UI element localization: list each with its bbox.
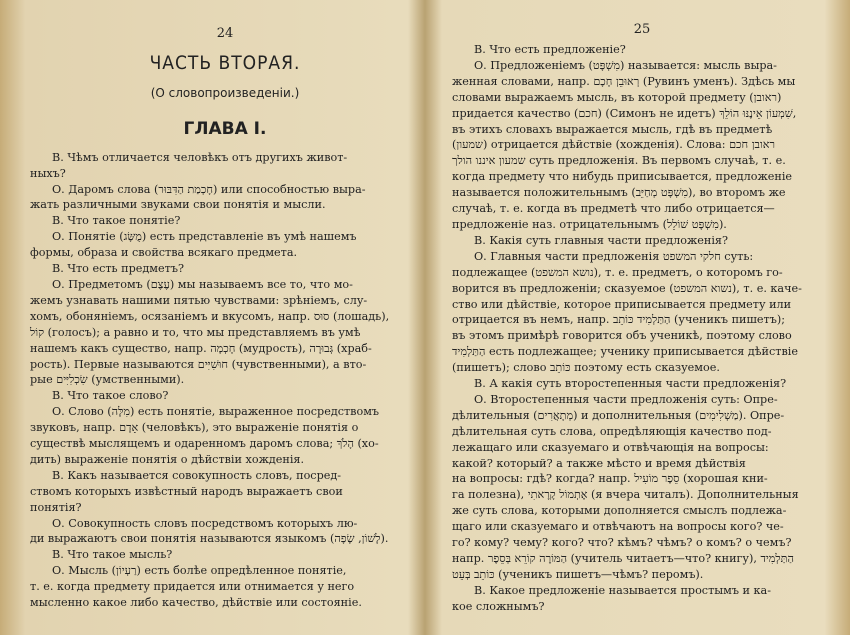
- text-line: жать различными звуками свои понятія и мысли.: [30, 198, 326, 212]
- chapter-heading: ГЛАВА I.: [183, 118, 267, 139]
- text-line: дѣлительныя (מְתָאֲרִים) и дополнительныя (מַשְׁלִימִים). Опре-: [452, 408, 785, 422]
- text-line: формы, образа и свойства всякаго предмета.: [30, 246, 298, 260]
- text-line: В. Что такое понятіе?: [52, 214, 181, 228]
- text-line: В. Что есть предметъ?: [52, 262, 184, 276]
- text-line: О. Совокупность словъ посредствомъ которыхъ лю-: [52, 516, 358, 530]
- text-line: В. Какія суть главныя части предложенія?: [474, 233, 728, 247]
- text-line: О. Второстепенныя части предложенія суть: Опре-: [474, 392, 778, 406]
- text-line: го? кому? чему? кого? что? кѣмъ? чѣмъ? о комъ? о чемъ?: [452, 536, 792, 550]
- left-text: [30, 150, 420, 611]
- text-line: жемъ узнавать нашими пятью чувствами: зрѣніемъ, слу-: [30, 293, 368, 307]
- page-number-right: 25: [633, 22, 651, 37]
- text-line: О. Даромъ слова (חָכְמַת הַדִּבּוּר) или способностью выра-: [52, 182, 366, 196]
- text-line: В. Что такое слово?: [52, 389, 169, 403]
- text-line: га полезна), אֶתְמוֹל קָרָאתִי (я вчера читалъ). Дополнительныя: [452, 488, 799, 502]
- text-line: В. Чѣмъ отличается человѣкъ отъ другихъ живот-: [52, 150, 348, 164]
- text-line: дѣлительная суть слова, опредѣляющія качество под-: [452, 424, 772, 438]
- left-page: [30, 0, 420, 635]
- text-line: случаѣ, т. е. когда въ предметѣ что либо отрицается—: [452, 202, 775, 216]
- text-line: понятія?: [30, 500, 82, 514]
- text-line: хомъ, обоняніемъ, осязаніемъ и вкусомъ, напр. סוּס (лошадь),: [30, 309, 390, 323]
- text-line: О. Понятіе (מֻשָּׂג) есть представленіе въ умѣ нашемъ: [52, 230, 357, 244]
- right-text: [452, 42, 832, 615]
- text-line: О. Главныя части предложенія חלקי המשפט суть:: [474, 249, 754, 263]
- text-line: какой? который? а также мѣсто и время дѣйствія: [452, 456, 746, 470]
- part-title: ЧАСТЬ ВТОРАЯ.: [149, 52, 301, 74]
- text-line: отрицается въ немъ, напр. הַתַּלְמִיד כּוֹתֵב (ученикъ пишетъ);: [452, 313, 785, 327]
- text-line: женная словами, напр. רְאוּבֵן חָכָם (Рувинъ уменъ). Здѣсь мы: [452, 74, 796, 88]
- text-line: О. Предложеніемъ (מִשְׁפָּט) называется: мысль выра-: [474, 58, 777, 72]
- text-line: В. Что такое мысль?: [52, 548, 173, 562]
- text-line: дить) выраженіе понятія о дѣйствіи хожденія.: [30, 452, 305, 466]
- text-line: мысленно какое либо качество, дѣйствіе или состояніе.: [30, 596, 362, 610]
- text-line: предложеніе наз. отрицательнымъ (מִשְׁפָּט שׁוֹלֵל).: [452, 217, 727, 231]
- text-line: ныхъ?: [30, 166, 66, 180]
- text-line: щаго или сказуемаго и отвѣчаютъ на вопросы кого? че-: [452, 520, 784, 534]
- text-line: כּוֹתֵב בְּעֵט (ученикъ пишетъ—чѣмъ? перомъ).: [452, 567, 704, 581]
- text-line: ствомъ которыхъ извѣстный народъ выражаетъ свои: [30, 484, 343, 498]
- text-line: В. Что есть предложеніе?: [474, 43, 626, 56]
- text-line: קוֹל (голосъ); а равно и то, что мы представляемъ въ умѣ: [30, 325, 361, 339]
- text-line: лежащаго или сказуемаго и отвѣчающія на вопросы:: [452, 440, 769, 454]
- text-line: звуковъ, напр. אָדָם (человѣкъ), это выраженіе понятія о: [30, 421, 359, 435]
- text-line: придается качество (חכם) (Симонъ не идетъ) שִׁמְעוֹן אֵינֶנּוּ הוֹלֵךְ,: [452, 106, 797, 120]
- text-line: же суть слова, которыми дополняется смыслъ подлежа-: [452, 504, 787, 518]
- text-line: существѣ мыслящемъ и одаренномъ даромъ слова; הָלֹךְ (хо-: [30, 437, 379, 451]
- page-number-left: 24: [216, 26, 234, 41]
- text-line: О. Предметомъ (עֶצֶם) мы называемъ все то, что мо-: [52, 277, 353, 291]
- text-line: ди выражаютъ свои понятія называются языкомъ (לָשׁוֹן, שָׂפָה).: [30, 532, 389, 546]
- text-line: В. А какія суть второстепенныя части предложенія?: [474, 377, 787, 391]
- part-subtitle: (О словопроизведеніи.): [150, 85, 300, 100]
- text-line: рые שִׂכְלִיִּים (умственными).: [30, 373, 185, 387]
- text-line: напр. הַמּוֹרֶה קוֹרֵא בְּסֵפֶר (учитель читаетъ—что? книгу), הַתַּלְמִיד: [452, 552, 794, 565]
- text-line: словами выражаемъ мысль, въ которой предмету (ראובן): [452, 90, 782, 104]
- text-line: В. Какъ называется совокупность словъ, посред-: [52, 468, 342, 482]
- text-line: подлежащее (נושא המשפט), т. е. предметъ, о которомъ го-: [452, 265, 783, 279]
- text-line: въ этомъ примѣрѣ говорится объ ученикѣ, поэтому слово: [452, 329, 792, 343]
- text-line: О. Мысль (רַעְיוֹן) есть болѣе опредѣленное понятіе,: [52, 564, 347, 578]
- text-line: הַתַּלְמִיד есть подлежащее; ученику приписывается дѣйствіе: [452, 345, 798, 359]
- text-line: на вопросы: гдѣ? когда? напр. סֵפֶר מוֹעִיל (хорошая кни-: [452, 472, 768, 486]
- text-line: В. Какое предложеніе называется простымъ и ка-: [474, 583, 771, 597]
- text-line: называется положительнымъ (מִשְׁפָּט מְחַיֵּב), во второмъ же: [452, 186, 786, 200]
- text-line: рость). Первые называются חוּשִׁיִּים (чувственными), а вто-: [30, 357, 367, 371]
- text-line: нашемъ какъ существо, напр. חָכְמָה (мудрость), גְּבוּרָה (храб-: [30, 341, 372, 355]
- text-line: О. Слово (מִלָּה) есть понятіе, выраженное посредствомъ: [52, 405, 380, 419]
- right-page: [452, 0, 832, 635]
- text-line: кое сложнымъ?: [452, 599, 545, 613]
- text-line: ство или дѣйствіе, которое приписывается предмету или: [452, 297, 792, 311]
- text-line: שמעון איננו הולך суть предложенія. Въ первомъ случаѣ, т. е.: [452, 154, 786, 168]
- text-line: т. е. когда предмету придается или отнимается у него: [30, 580, 355, 594]
- text-line: (пишетъ); слово כּוֹתֵב поэтому есть сказуемое.: [452, 361, 720, 375]
- text-line: (שמעון) отрицается дѣйствіе (хожденія). Слова: ראובן חכם: [452, 138, 776, 152]
- text-line: когда предмету что нибудь приписывается, предложеніе: [452, 170, 793, 184]
- text-line: ворится въ предложеніи; сказуемое (נשוא המשפט), т. е. каче-: [452, 281, 802, 295]
- text-line: въ этихъ словахъ выражается мысль, гдѣ въ предметѣ: [452, 122, 773, 136]
